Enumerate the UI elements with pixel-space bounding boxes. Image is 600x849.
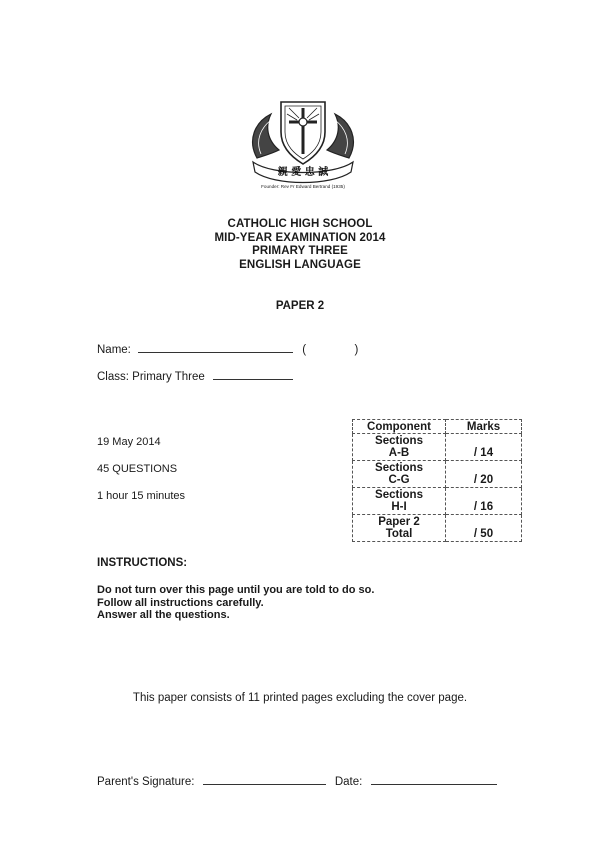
instruction-line: Follow all instructions carefully. bbox=[97, 596, 264, 609]
instruction-line: Answer all the questions. bbox=[97, 609, 230, 621]
question-count: 45 QUESTIONS bbox=[97, 463, 178, 475]
column-header-marks: Marks bbox=[446, 420, 522, 434]
marks-cell[interactable]: / 16 bbox=[446, 488, 522, 515]
parent-signature-label: Parent's Signature: bbox=[97, 776, 195, 788]
instructions-heading: INSTRUCTIONS: bbox=[97, 557, 188, 569]
instruction-line: Do not turn over this page until you are told to do so. bbox=[97, 584, 375, 596]
instructions-list bbox=[97, 584, 374, 622]
parent-signature-blank[interactable] bbox=[203, 773, 326, 785]
marks-cell[interactable]: / 20 bbox=[446, 461, 522, 488]
exam-name: MID-YEAR EXAMINATION 2014 bbox=[214, 231, 386, 244]
component-line-1: Paper 2 bbox=[378, 515, 420, 528]
index-open-paren: ( bbox=[302, 344, 307, 356]
paper-number: PAPER 2 bbox=[275, 300, 325, 312]
component-line-1: Sections bbox=[375, 461, 423, 474]
page-count-note: This paper consists of 11 printed pages excluding the cover page. bbox=[132, 692, 468, 704]
crest-motto: 親 愛 忠 誠 bbox=[277, 167, 329, 178]
title-block bbox=[0, 218, 600, 272]
class-label: Class: Primary Three bbox=[97, 371, 205, 383]
name-field bbox=[97, 341, 358, 356]
level: PRIMARY THREE bbox=[252, 245, 348, 257]
marks-cell[interactable]: / 14 bbox=[446, 434, 522, 461]
component-line-2: H-I bbox=[391, 501, 407, 513]
table-row bbox=[353, 461, 522, 488]
component-line-2: Total bbox=[385, 528, 413, 540]
component-cell bbox=[353, 461, 446, 488]
table-row bbox=[353, 515, 522, 542]
date-blank[interactable] bbox=[371, 773, 497, 785]
exam-duration: 1 hour 15 minutes bbox=[97, 490, 186, 502]
class-blank[interactable] bbox=[213, 368, 293, 380]
component-line-1: Sections bbox=[375, 434, 423, 447]
name-blank[interactable] bbox=[138, 341, 293, 353]
table-row bbox=[353, 434, 522, 461]
component-line-2: C-G bbox=[388, 474, 410, 486]
date-label: Date: bbox=[334, 776, 363, 788]
marks-cell[interactable]: / 50 bbox=[446, 515, 522, 542]
school-crest-logo bbox=[243, 96, 363, 192]
signature-row bbox=[97, 773, 497, 788]
exam-date: 19 May 2014 bbox=[97, 436, 161, 448]
column-header-component: Component bbox=[353, 420, 446, 434]
component-cell bbox=[353, 434, 446, 461]
index-close-paren: ) bbox=[354, 344, 359, 356]
component-line-1: Sections bbox=[375, 488, 423, 501]
crest-scroll-text: Founder: Rev Fr Edward Bertrand (1935) bbox=[261, 184, 345, 189]
table-row bbox=[353, 488, 522, 515]
component-cell bbox=[353, 488, 446, 515]
marks-table bbox=[352, 419, 522, 542]
subject: ENGLISH LANGUAGE bbox=[239, 258, 361, 271]
school-name: CATHOLIC HIGH SCHOOL bbox=[227, 218, 373, 230]
component-cell bbox=[353, 515, 446, 542]
component-line-2: A-B bbox=[388, 447, 410, 459]
name-label: Name: bbox=[97, 344, 131, 356]
marks-table-header bbox=[353, 420, 522, 434]
class-field bbox=[97, 368, 293, 383]
